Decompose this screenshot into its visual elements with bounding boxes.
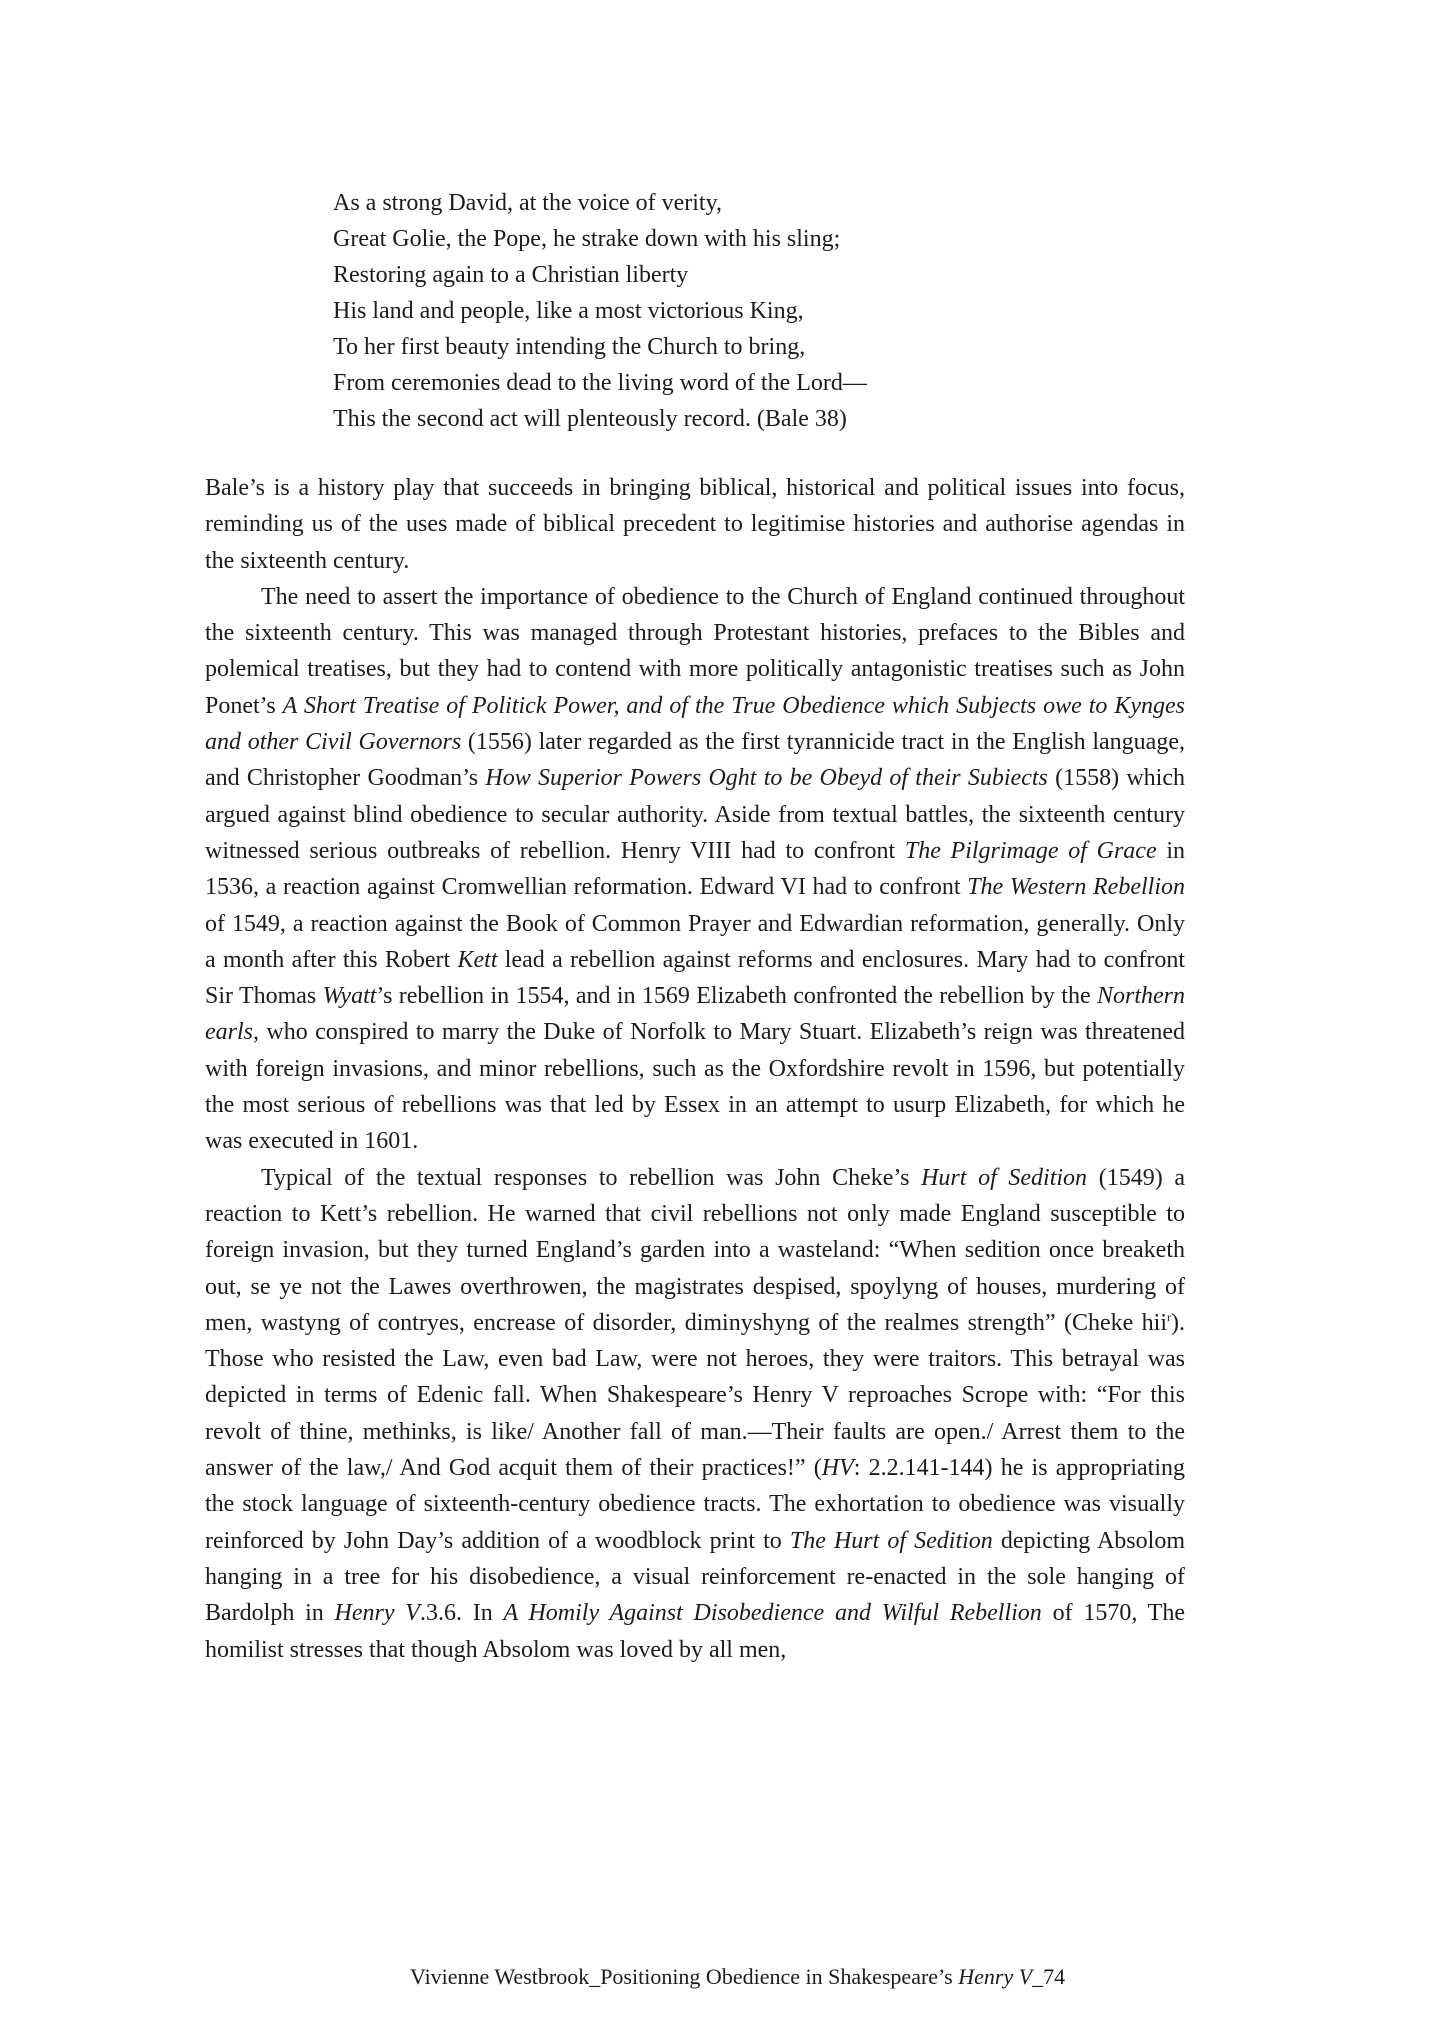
italic-title: The Hurt of Sedition bbox=[789, 1527, 993, 1554]
page-number: _74 bbox=[1032, 1964, 1066, 1989]
superscript: r bbox=[1167, 1309, 1171, 1324]
text-run: depicting Absolom hanging in a tree for his disobedience, a visual reinforcement re-enacted in the sole hanging of Bardolph in bbox=[205, 1527, 1185, 1627]
text-run: (1549) a reaction to Kett’s rebellion. He warned that civil rebellions not only made England susceptible to foreign invasion, but they turned England’s garden into a wasteland: “When sedition once breaketh out, se ye not the Lawes overthrowen, the magistrates despised, spoylyng of houses, murdering of men, wastyng of contryes, encrease of disorder, diminyshyng of the realmes strength” (Cheke hii bbox=[205, 1164, 1186, 1336]
verse-line: To her first beauty intending the Church to bring, bbox=[333, 334, 806, 360]
italic-name: Kett bbox=[457, 946, 498, 973]
text-run: , who conspired to marry the Duke of Norfolk to Mary Stuart. Elizabeth’s reign was threatened with foreign invasions, and minor rebellions, such as the Oxfordshire revolt in 1596, but potentially the most serious of rebellions was that led by Essex in an attempt to usurp Elizabeth, for which he was executed in 1601. bbox=[205, 1019, 1185, 1155]
verse-line: Great Golie, the Pope, he strake down with his sling; bbox=[333, 226, 841, 252]
italic-title: Hurt of Sedition bbox=[921, 1164, 1088, 1191]
italic-name: Northern earls bbox=[205, 983, 1185, 1046]
text-run: Bale’s is a history play that succeeds in bringing biblical, historical and political issues into focus, reminding us of the uses made of biblical precedent to legitimise histories and authorise agendas in the sixteenth century. bbox=[205, 475, 1185, 574]
italic-title: The Western Rebellion bbox=[967, 874, 1185, 901]
running-head-italic: Henry V bbox=[958, 1964, 1033, 1989]
verse-line: Restoring again to a Christian liberty bbox=[333, 262, 689, 288]
paragraph bbox=[205, 470, 1185, 579]
text-run: ). Those who resisted the Law, even bad Law, were not heroes, they were traitors. This betrayal was depicted in terms of Edenic fall. When Shakespeare’s Henry V reproaches Scrope with: “For this revolt of thine, methinks, is like/ Another fall of man.—Their faults are open./ Arrest them to the answer of the law,/ And God acquit them of their practices!” ( bbox=[205, 1309, 1185, 1482]
text-run: .3.6. In bbox=[419, 1600, 504, 1627]
italic-title: A Homily Against Disobedience and Wilful Rebellion bbox=[503, 1600, 1042, 1627]
text-run: of 1549, a reaction against the Book of Common Prayer and Edwardian reformation, generally. Only a month after this Robert bbox=[205, 910, 1185, 973]
page-footer bbox=[410, 1962, 1065, 1992]
paragraph bbox=[205, 579, 1185, 1160]
text-run: : 2.2.141-144) he is appropriating the stock language of sixteenth-century obedience tracts. The exhortation to obedience was visually reinforced by John Day’s addition of a woodblock print to bbox=[205, 1455, 1186, 1554]
text-run: (1556) later regarded as the first tyrannicide tract in the English language, and Christopher Goodman’s bbox=[205, 729, 1185, 792]
verse-line: His land and people, like a most victorious King, bbox=[333, 298, 804, 324]
italic-title: How Superior Powers Oght to be Obeyd of their Subiects bbox=[485, 765, 1048, 792]
text-run: of 1570, The homilist stresses that though Absolom was loved by all men, bbox=[205, 1600, 1185, 1663]
verse-line: From ceremonies dead to the living word of the Lord— bbox=[333, 370, 867, 396]
text-run: lead a rebellion against reforms and enclosures. Mary had to confront Sir Thomas bbox=[205, 946, 1185, 1010]
paragraph bbox=[205, 1160, 1185, 1668]
italic-abbrev: HV bbox=[821, 1455, 854, 1482]
body-text bbox=[205, 470, 1185, 1668]
text-run: The need to assert the importance of obedience to the Church of England continued throughout the sixteenth century. This was managed through Protestant histories, prefaces to the Bibles and polemical treatises, but they had to contend with more politically antagonistic treatises such as John Ponet’s bbox=[205, 583, 1185, 719]
text-run: ’s rebellion in 1554, and in 1569 Elizabeth confronted the rebellion by the bbox=[376, 983, 1097, 1010]
verse-line: As a strong David, at the voice of verity, bbox=[333, 190, 723, 216]
text-run: (1558) which argued against blind obedience to secular authority. Aside from textual battles, the sixteenth century witnessed serious outbreaks of rebellion. Henry VIII had to confront bbox=[205, 765, 1185, 864]
italic-title: A Short Treatise of Politick Power, and of the True Obedience which Subjects owe to Kynges and other Civil Governors bbox=[205, 692, 1185, 756]
text-run: Typical of the textual responses to rebellion was John Cheke’s bbox=[261, 1164, 922, 1191]
italic-title: Henry V bbox=[334, 1600, 420, 1627]
text-run: in 1536, a reaction against Cromwellian reformation. Edward VI had to confront bbox=[205, 837, 1186, 901]
verse-line: This the second act will plenteously record. (Bale 38) bbox=[333, 406, 847, 432]
verse-quotation bbox=[333, 185, 867, 437]
italic-name: Wyatt bbox=[322, 983, 377, 1010]
running-head: Vivienne Westbrook_Positioning Obedience in Shakespeare’s bbox=[410, 1964, 959, 1989]
italic-title: The Pilgrimage of Grace bbox=[904, 837, 1157, 864]
